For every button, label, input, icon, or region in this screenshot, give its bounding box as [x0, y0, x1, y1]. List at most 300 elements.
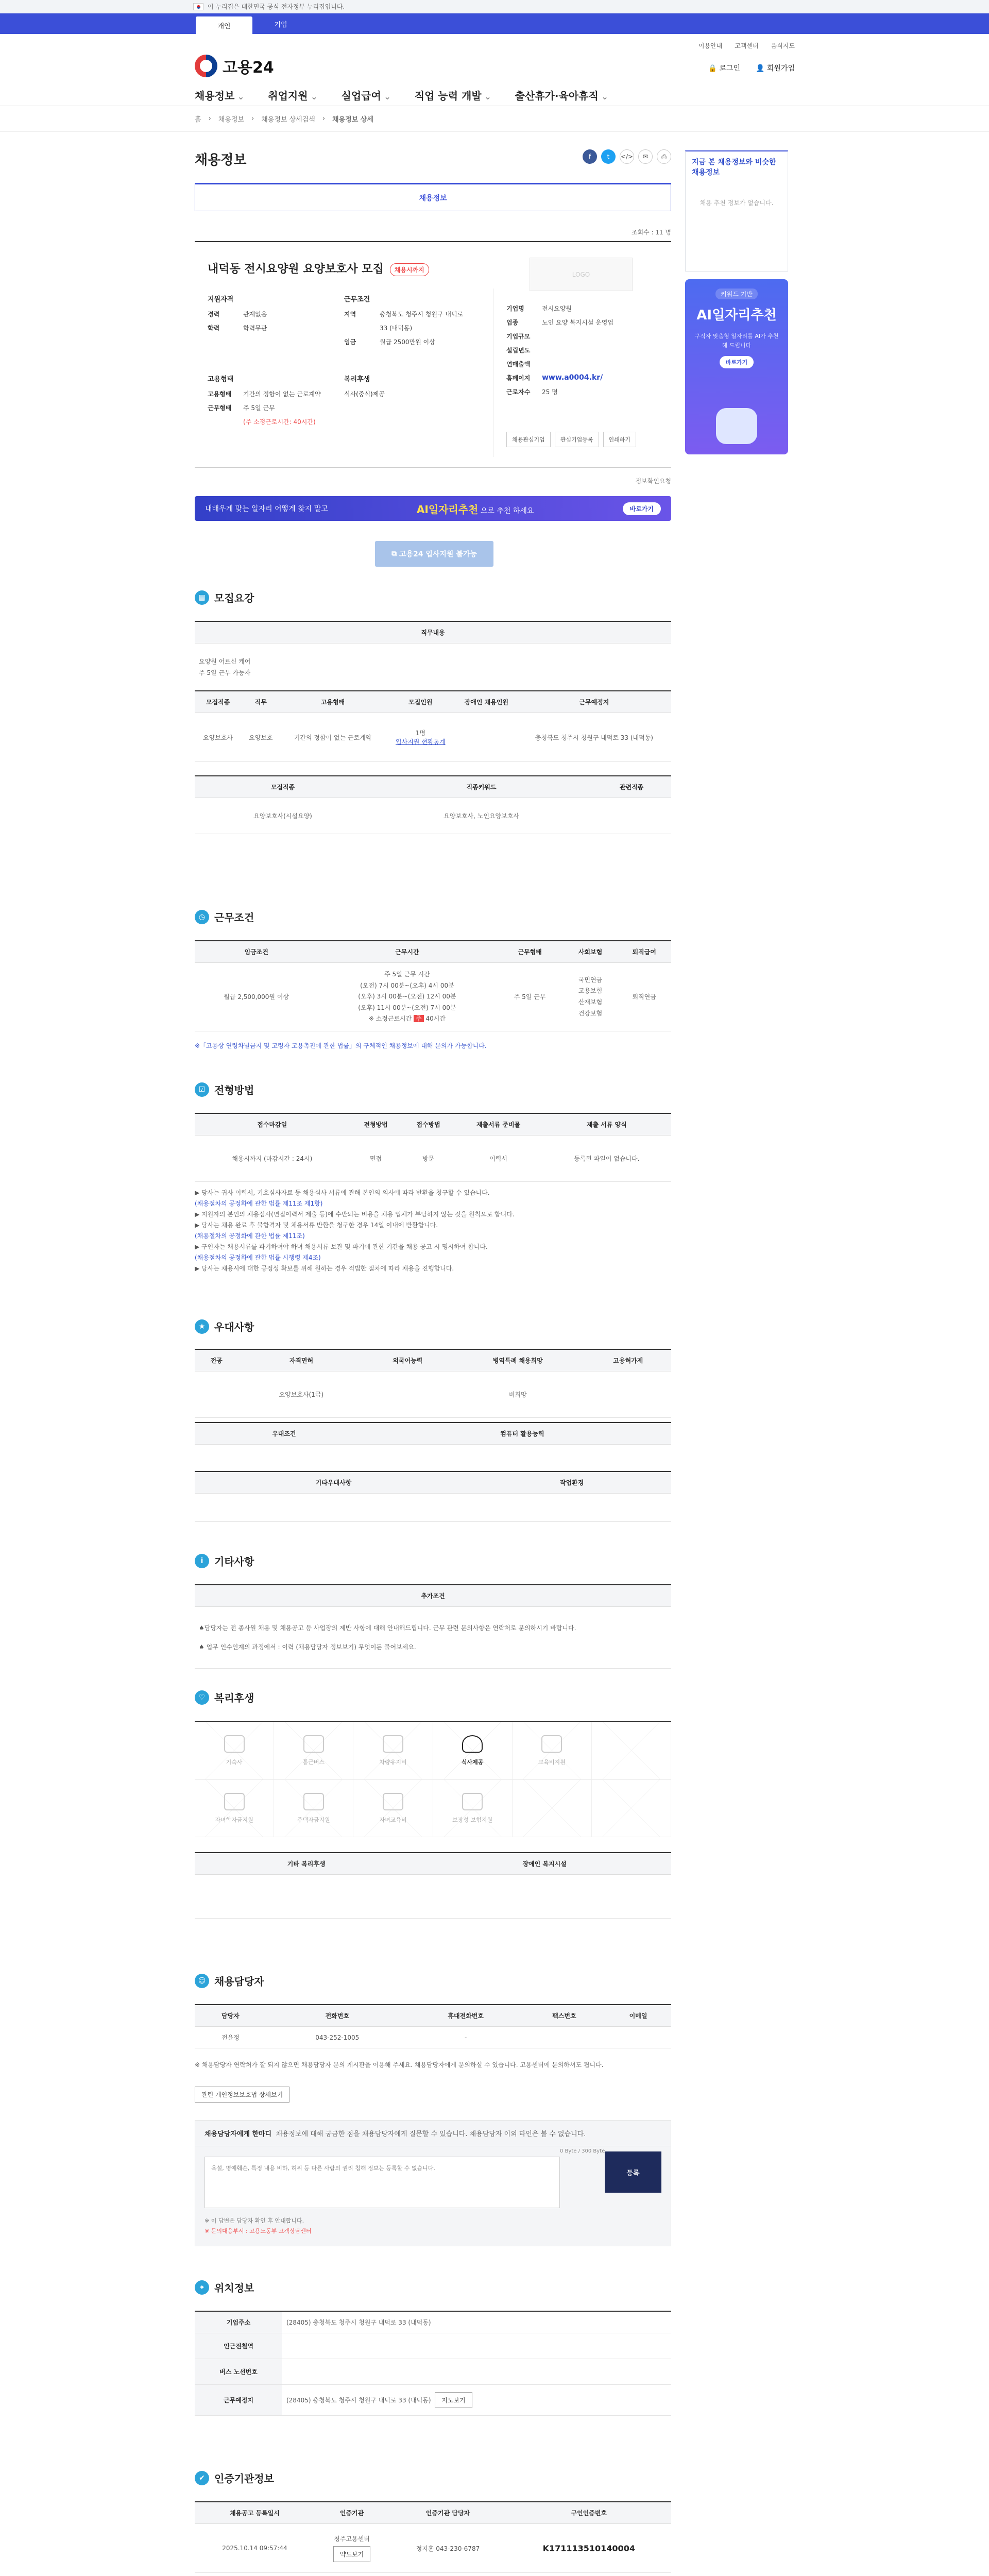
location-key: 버스 노선번호 — [195, 2359, 282, 2385]
table-cell — [385, 713, 456, 762]
kv-row — [208, 403, 336, 412]
etc-section-heading — [195, 1553, 254, 1568]
method-note: (채용절차의 공정화에 관한 법률 시행령 제4조) — [195, 1254, 321, 1261]
ai-banner-desc: 구직자 맞춤형 일자리를 AI가 추천해 드립니다 — [694, 333, 779, 349]
table-header: 전화번호 — [266, 2005, 408, 2027]
method-note: ▶ 당사는 채용시에 대한 공정성 확보를 위해 원하는 경우 적법한 절차에 따라 채용을 진행합니다. — [195, 1265, 454, 1272]
table-header: 직무내용 — [195, 621, 671, 643]
auth-links — [708, 63, 795, 73]
cert-section-heading — [195, 2470, 274, 2485]
table-row — [195, 2359, 671, 2385]
welfare-item-label: 식사제공 — [461, 1758, 484, 1766]
ai-recommend-strip[interactable] — [195, 496, 671, 521]
agency-map-button[interactable]: 약도보기 — [333, 2546, 370, 2562]
submit-message-button[interactable]: 등록 — [605, 2151, 661, 2193]
table-header-row — [195, 2005, 671, 2027]
util-link-guide[interactable]: 이용안내 — [698, 42, 723, 49]
gnb-item-unemployment[interactable]: 실업급여 ⌄ — [342, 88, 391, 103]
etc-table — [195, 1584, 671, 1669]
headcount: 1명 — [415, 730, 425, 737]
welfare-item-car — [353, 1722, 433, 1780]
table-cell — [592, 798, 671, 834]
condition-block — [344, 294, 483, 351]
badge-icon: ✔ — [195, 2471, 209, 2485]
site-header — [0, 34, 989, 106]
welfare-item-label: 보장성 보험지원 — [452, 1816, 493, 1823]
employment-heading: 고용형태 — [208, 376, 234, 383]
kv-key: 근로자수 — [506, 388, 531, 396]
table-header: 임금조건 — [195, 941, 318, 963]
etc-line: ♠ 업무 인수인계의 과정에서 : 이력 (채용담당자 정보보기) 무엇이든 물어보세요. — [199, 1643, 416, 1651]
ai-strip-title — [417, 501, 534, 516]
contact-section-heading — [195, 1973, 264, 1988]
hours-badge: 주 — [414, 1015, 424, 1022]
gnb-item-employment-support[interactable]: 취업지원 ⌄ — [268, 88, 317, 103]
method-note: ▶ 구인자는 채용서류를 파기하여야 하며 채용서류 보관 및 파기에 관한 기간을 채용 공고 시 명시하여 합니다. — [195, 1243, 488, 1250]
gnb-item-leave[interactable]: 출산휴가·육아휴직 ⌄ — [515, 88, 608, 103]
table-cell: 비희망 — [451, 1371, 585, 1418]
company-homepage-link[interactable]: www.a0004.kr/ — [542, 374, 603, 382]
util-links — [698, 41, 795, 50]
contact-table — [195, 2004, 671, 2048]
ai-banner-title: AI일자리추천 — [696, 308, 777, 323]
table-header: 이메일 — [605, 2005, 671, 2027]
table-cell — [472, 1494, 671, 1522]
kv-value: 주 5일 근무 — [243, 404, 275, 412]
table-row — [195, 643, 671, 692]
table-cell — [318, 963, 496, 1031]
table-header-row — [195, 2502, 671, 2524]
work-condition-table — [195, 940, 671, 1031]
table-header: 직종키워드 — [371, 776, 592, 798]
table-cell: 월급 2,500,000원 이상 — [195, 963, 318, 1031]
document-icon: ▤ — [195, 590, 209, 605]
condition-section-heading — [195, 909, 254, 924]
logo-text: 고용24 — [223, 59, 274, 77]
breadcrumb-search[interactable]: 채용정보 상세검색 — [261, 116, 315, 124]
applicant-stats-link[interactable]: 입사지원 현황통계 — [396, 738, 446, 745]
kv-row — [506, 387, 661, 396]
welfare-item-child-edu — [353, 1780, 433, 1837]
preference-table — [195, 1349, 671, 1418]
facebook-icon[interactable]: f — [583, 149, 597, 164]
table-cell — [195, 1445, 373, 1473]
duty-line: 요양원 어르신 케어 — [199, 658, 251, 666]
qualification-heading: 지원자격 — [208, 296, 234, 303]
table-row — [195, 2385, 671, 2416]
job-title-text: 내덕동 전시요양원 요양보호사 모집 — [208, 263, 384, 276]
table-cell: 충청북도 청주시 청원구 내덕로 33 (내덕동) — [517, 713, 671, 762]
table-header: 직무 — [241, 691, 280, 713]
table-header-row — [195, 1349, 671, 1371]
gov-banner — [0, 0, 989, 13]
location-section-heading — [195, 2280, 254, 2295]
graduation-cap-icon — [541, 1735, 562, 1753]
table-cell: 전윤정 — [195, 2027, 266, 2048]
gnb-item-training[interactable]: 직업 능력 개발 ⌄ — [415, 88, 491, 103]
table-row — [195, 2333, 671, 2359]
method-note: ▶ 당사는 귀사 이력서, 기호심사자료 등 채용심사 서류에 관해 본인의 의사에 따라 반환을 청구할 수 있습니다. — [195, 1189, 490, 1196]
welfare-item-empty — [592, 1780, 671, 1837]
welfare-item-label: 주택자금지원 — [297, 1816, 330, 1823]
table-row — [195, 713, 671, 762]
etc-cell — [195, 1607, 671, 1669]
table-header: 병역특례 채용희망 — [451, 1349, 585, 1371]
house-icon — [303, 1793, 324, 1810]
recruit-title: 모집요강 — [214, 592, 254, 604]
table-header: 우대조건 — [195, 1422, 373, 1445]
table-header: 퇴직급여 — [617, 941, 671, 963]
card-divider — [493, 289, 494, 457]
book-icon — [224, 1793, 245, 1810]
breadcrumb-jobs[interactable]: 채용정보 — [218, 116, 244, 124]
welfare-item-education — [513, 1722, 592, 1780]
table-row — [195, 1136, 671, 1182]
table-cell — [195, 1371, 238, 1418]
table-header: 추가조건 — [195, 1585, 671, 1607]
job-title — [208, 260, 429, 276]
table-header-row — [195, 776, 671, 798]
table-header-row — [195, 1585, 671, 1607]
table-cell: 방문 — [402, 1136, 455, 1182]
method-note: (채용절차의 공정화에 관한 법률 제11조) — [195, 1232, 305, 1240]
table-cell — [195, 1875, 418, 1919]
twitter-icon[interactable]: t — [601, 149, 616, 164]
table-cell: 퇴직연금 — [617, 963, 671, 1031]
welfare-item-meal — [433, 1722, 513, 1780]
location-value — [282, 2359, 671, 2385]
kv-key: 임금 — [344, 338, 356, 346]
table-header: 인증기관 — [315, 2502, 389, 2524]
print-button[interactable]: 인쇄하기 — [603, 432, 637, 447]
kv-key: 홈페이지 — [506, 375, 531, 382]
company-info-block — [506, 304, 661, 401]
ai-banner-cta[interactable]: 바로가기 — [720, 356, 754, 368]
mail-icon[interactable]: ✉ — [638, 149, 653, 164]
table-header: 작업환경 — [472, 1471, 671, 1494]
table-cell: 요양보호사 — [195, 713, 241, 762]
table-header: 팩스번호 — [523, 2005, 606, 2027]
table-header-row — [195, 621, 671, 643]
table-header: 제출 서류 양식 — [542, 1113, 672, 1136]
kv-row — [208, 389, 336, 398]
table-header: 관련직종 — [592, 776, 671, 798]
table-row — [195, 1607, 671, 1669]
location-value: (28405) 충청북도 청주시 청원구 내덕로 33 (내덕동) — [282, 2311, 671, 2333]
hours-line: (오후) 3시 00분~(오전) 12시 00분 — [358, 993, 456, 1001]
person-icon: ☺ — [195, 1974, 209, 1988]
kv-value: 관계없음 — [243, 311, 267, 318]
insurance-item: 건강보험 — [578, 1009, 603, 1017]
job-category-table — [195, 775, 671, 834]
kv-key: 고용형태 — [208, 391, 232, 398]
condition-note — [195, 1041, 671, 1052]
table-header: 모집직종 — [195, 776, 371, 798]
location-value-cell — [282, 2385, 671, 2416]
welfare-extra-table — [195, 1852, 671, 1919]
location-title: 위치정보 — [214, 2282, 254, 2294]
table-header: 고용형태 — [280, 691, 385, 713]
table-header: 자격면허 — [238, 1349, 364, 1371]
breadcrumb-sep: › — [208, 115, 211, 123]
etc-line: ♠담당자는 전 종사원 채용 및 채용공고 등 사업장의 제반 사항에 대해 안내해드립니다. 근무 관련 문의사항은 연락처로 문의하시기 바랍니다. — [199, 1624, 576, 1632]
contact-title: 채용담당자 — [214, 1975, 264, 1988]
table-header: 전공 — [195, 1349, 238, 1371]
table-row — [195, 1494, 671, 1522]
preference-table-2 — [195, 1422, 671, 1473]
join-label: 회원가입 — [766, 64, 795, 73]
ai-strip-title-tail: 하세요 — [513, 506, 534, 515]
table-row — [195, 2027, 671, 2048]
table-header: 접수마감일 — [195, 1113, 350, 1136]
ai-banner-tag: 키워드 기반 — [715, 289, 758, 299]
table-cell — [365, 1371, 451, 1418]
preference-title: 우대사항 — [214, 1321, 254, 1333]
bus-icon — [303, 1735, 324, 1753]
welfare-item-label: 통근버스 — [302, 1758, 325, 1766]
map-pin-icon: ⌖ — [195, 2280, 209, 2295]
table-header: 구인인증번호 — [507, 2502, 671, 2524]
table-header: 컴퓨터 활용능력 — [373, 1422, 671, 1445]
breadcrumb-sep: › — [322, 115, 326, 123]
table-header: 모집직종 — [195, 691, 241, 713]
duty-cell — [195, 643, 671, 692]
apply-button[interactable]: ⧉ 고용24 입사지원 불가능 — [375, 541, 493, 567]
join-link[interactable]: 👤 회원가입 — [756, 64, 795, 73]
recruit-table — [195, 690, 671, 762]
map-view-button[interactable]: 지도보기 — [435, 2392, 472, 2408]
table-row — [195, 2311, 671, 2333]
page-title: 채용정보 — [195, 152, 247, 168]
table-row — [195, 798, 671, 834]
table-header: 인증기관 담당자 — [389, 2502, 506, 2524]
welfare-block — [344, 374, 385, 398]
table-cell: 요양보호사(시설요양) — [195, 798, 371, 834]
star-icon: ★ — [195, 1319, 209, 1334]
url-icon[interactable]: </> — [620, 149, 634, 164]
job-summary-card — [195, 241, 671, 468]
breadcrumb-sep: › — [251, 115, 254, 123]
global-nav — [195, 88, 608, 103]
share-tools — [583, 149, 671, 164]
kv-row — [208, 324, 267, 332]
cert-agency: 청주고용센터 — [334, 2535, 370, 2543]
table-cell: 요양보호 — [241, 713, 280, 762]
table-header: 근무형태 — [496, 941, 563, 963]
welfare-grid — [195, 1721, 671, 1837]
flag-icon — [193, 3, 203, 10]
login-link[interactable]: 🔒 로그인 — [708, 64, 740, 73]
robot-icon — [716, 408, 757, 444]
method-section-heading — [195, 1082, 254, 1097]
gnb-item-jobs[interactable]: 채용정보 ⌄ — [195, 88, 244, 103]
register-interest-button[interactable]: 관심기업등록 — [555, 432, 599, 447]
message-placeholder: 욕설, 명예훼손, 특정 내용 비하, 허위 등 다른 사람의 권리 침해 정보는 등록할 수 없습니다. — [211, 2165, 435, 2172]
table-cell: 이력서 — [454, 1136, 542, 1182]
table-header: 기타우대사항 — [195, 1471, 472, 1494]
kv-key: 연매출액 — [506, 361, 531, 368]
table-cell: 요양보호사(1급) — [238, 1371, 364, 1418]
table-cell: 정지훈 043-230-6787 — [389, 2524, 506, 2573]
preference-section-heading — [195, 1319, 254, 1334]
table-row — [195, 1875, 671, 1919]
table-cell: K171113510140004 — [507, 2524, 671, 2573]
kv-row — [344, 324, 483, 332]
table-cell — [373, 1445, 671, 1473]
table-header: 고용허가제 — [585, 1349, 671, 1371]
table-header: 모집인원 — [385, 691, 456, 713]
breadcrumb-home[interactable]: 홈 — [195, 116, 201, 124]
ai-recommend-banner[interactable] — [685, 279, 788, 454]
ai-strip-lead: 내배우게 맞는 일자리 어떻게 찾지 말고 — [205, 505, 328, 513]
privacy-law-button-label: 관련 개인정보보호법 상세보기 — [195, 2087, 289, 2103]
table-header: 휴대전화번호 — [408, 2005, 523, 2027]
etc-title: 기타사항 — [214, 1555, 254, 1568]
welfare-item-empty — [513, 1780, 592, 1837]
table-cell: 주 5일 근무 — [496, 963, 563, 1031]
gift-icon: ♡ — [195, 1690, 209, 1705]
table-row — [195, 963, 671, 1031]
info-check-request-link[interactable]: 정보확인요청 — [635, 478, 671, 485]
message-header — [195, 2121, 671, 2146]
table-row — [195, 1371, 671, 1418]
cert-table — [195, 2501, 671, 2573]
location-key: 근무예정지 — [195, 2385, 282, 2416]
hours-line: (오전) 7시 00분~(오후) 4시 00분 — [360, 981, 454, 989]
kv-key: 업종 — [506, 319, 519, 326]
interest-company-button[interactable]: 채용관심기업 — [506, 432, 551, 447]
table-header: 제출서류 준비물 — [454, 1113, 542, 1136]
kv-row — [506, 360, 661, 368]
util-link-support[interactable]: 고객센터 — [735, 42, 759, 49]
qualification-block — [208, 294, 267, 337]
message-to-recruiter — [195, 2120, 671, 2246]
welfare-item-insurance — [433, 1780, 513, 1837]
duty-line: 주 5일 근무 가능자 — [199, 669, 251, 676]
similar-jobs-box — [685, 150, 788, 272]
method-title: 전형방법 — [214, 1084, 254, 1096]
welfare-item-empty — [592, 1722, 671, 1780]
kv-row — [506, 332, 661, 341]
child-icon — [383, 1793, 403, 1810]
message-textarea[interactable] — [204, 2157, 560, 2208]
table-cell — [315, 2524, 389, 2573]
similar-jobs-empty: 채용 추천 정보가 없습니다. — [700, 199, 774, 207]
table-header: 근무예정지 — [517, 691, 671, 713]
welfare-item-tuition — [195, 1780, 274, 1837]
kv-row — [506, 346, 661, 354]
kv-value: 기간의 정함이 없는 근로계약 — [243, 391, 321, 398]
byte-counter: 0 Byte / 300 Byte — [560, 2148, 605, 2154]
site-logo[interactable] — [195, 55, 274, 77]
kv-key: 학력 — [208, 325, 220, 332]
ai-strip-cta[interactable]: 바로가기 — [623, 502, 661, 515]
checklist-icon: ☑ — [195, 1082, 209, 1097]
welfare-item-label: 차량유지비 — [379, 1758, 407, 1766]
util-link-map[interactable]: 음식지도 — [771, 42, 795, 49]
welfare-item-label: 기숙사 — [226, 1758, 243, 1766]
table-cell — [195, 1494, 472, 1522]
side-panel — [685, 150, 788, 454]
kv-row — [344, 310, 483, 318]
hours-note-label: ※ 소정근로시간 — [368, 1015, 412, 1023]
table-header: 사회보험 — [564, 941, 618, 963]
tab-job-info[interactable]: 채용정보 — [195, 183, 671, 211]
kv-value: 33 (내덕동) — [380, 325, 413, 332]
table-header: 접수방법 — [402, 1113, 455, 1136]
info-icon: i — [195, 1554, 209, 1568]
tab-personal[interactable]: 개인 — [196, 16, 252, 34]
shield-icon — [462, 1793, 483, 1810]
insurance-item: 산재보험 — [578, 998, 603, 1006]
table-header-row — [195, 1853, 671, 1875]
clock-icon: ◷ — [195, 910, 209, 924]
cert-title: 인증기관정보 — [214, 2472, 274, 2485]
table-cell — [523, 2027, 606, 2048]
table-cell: 등록된 파일이 없습니다. — [542, 1136, 672, 1182]
table-header: 장애인 복지시설 — [418, 1853, 671, 1875]
table-header: 외국어능력 — [365, 1349, 451, 1371]
table-header: 장애인 채용인원 — [456, 691, 517, 713]
deadline-badge: 채용시까지 — [390, 263, 429, 276]
preference-table-3 — [195, 1471, 671, 1522]
table-cell: 면접 — [350, 1136, 402, 1182]
table-cell — [456, 713, 517, 762]
kv-value: 노인 요양 복지시설 운영업 — [542, 319, 613, 326]
hours-value: 40시간 — [425, 1015, 446, 1023]
print-icon[interactable]: ⎙ — [657, 149, 671, 164]
login-label: 로그인 — [719, 64, 740, 73]
table-cell: 043-252-1005 — [266, 2027, 408, 2048]
message-footer — [204, 2216, 312, 2236]
table-header-row — [195, 1113, 671, 1136]
kv-value: 충청북도 청주시 청원구 내덕로 — [380, 311, 464, 318]
kv-key: 근무형태 — [208, 404, 232, 412]
condition-title: 근무조건 — [214, 911, 254, 924]
table-header: 근무시간 — [318, 941, 496, 963]
table-cell: 기간의 정함이 없는 근로계약 — [280, 713, 385, 762]
user-type-tabs — [0, 13, 989, 34]
location-value: (28405) 충청북도 청주시 청원구 내덕로 33 (내덕동) — [286, 2397, 431, 2404]
insurance-item: 고용보험 — [578, 987, 603, 995]
ai-strip-title-mid: 으로 추천 — [480, 506, 511, 515]
welfare-section-heading — [195, 1690, 254, 1705]
location-table — [195, 2311, 671, 2416]
message-note: 채용정보에 대해 궁금한 점을 채용담당자에게 질문할 수 있습니다. 채용담당자 이외 타인은 볼 수 없습니다. — [276, 2130, 586, 2138]
kv-key: 지역 — [344, 311, 356, 318]
kv-value: 학력무관 — [243, 325, 267, 332]
hours-line: 주 5일 근무 시간 — [384, 971, 430, 978]
tab-company[interactable]: 기업 — [274, 21, 287, 29]
message-title: 채용담당자에게 한마디 — [204, 2130, 272, 2138]
privacy-law-button[interactable] — [195, 2087, 289, 2103]
method-note: (채용절차의 공정화에 관한 법률 제11조 제1항) — [195, 1200, 323, 1207]
kv-value: 전시요양원 — [542, 305, 572, 312]
kv-row — [506, 304, 661, 313]
message-foot-line: ※ 이 답변은 담당자 확인 후 안내합니다. — [204, 2217, 304, 2224]
view-count: 조회수 : 11 명 — [631, 229, 671, 236]
welfare-item-housing — [274, 1780, 353, 1837]
kv-key: 설립년도 — [506, 347, 531, 354]
hours-note — [322, 1013, 492, 1025]
work-hours-note: (주 소정근로시간: 40시간) — [243, 418, 316, 426]
card-buttons — [506, 432, 636, 447]
table-header: 담당자 — [195, 2005, 266, 2027]
ai-strip-title-main: AI일자리추천 — [416, 503, 479, 516]
breadcrumb-current: 채용정보 상세 — [332, 116, 373, 124]
recruit-section-heading — [195, 590, 254, 605]
welfare-heading: 복리후생 — [344, 376, 370, 383]
